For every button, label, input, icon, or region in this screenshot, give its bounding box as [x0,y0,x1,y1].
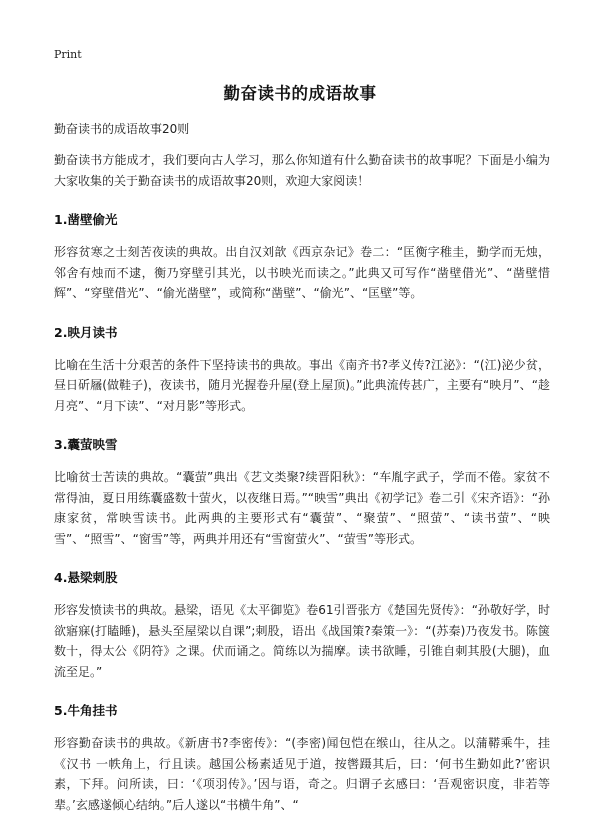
section-heading: 3.囊萤映雪 [54,437,118,452]
page-title: 勤奋读书的成语故事 [223,84,377,103]
page-subtitle: 勤奋读书的成语故事20则 [54,122,190,136]
section-paragraph: 比喻在生活十分艰苦的条件下坚持读书的典故。事出《南齐书?孝义传?江泌》：“(江)泌少贫，昼日斫屩(做鞋子)，夜读书，随月光握卷升屋(登上屋顶)。”此典流传甚广，主要有“映月”、“趁月亮”、“月下读”、“对月影”等形式。 [54,357,550,413]
article-body [54,150,550,828]
intro-paragraph: 勤奋读书方能成才，我们要向古人学习，那么你知道有什么勤奋读书的故事呢？下面是小编为大家收集的关于勤奋读书的成语故事20则，欢迎大家阅读！ [54,153,550,188]
section-heading: 2.映月读书 [54,324,118,340]
section-heading: 1.凿壁偷光 [54,212,118,227]
section-paragraph: 形容勤奋读书的典故。《新唐书?李密传》：“(李密)闻包恺在缑山，往从之。以蒲鞯乘牛，挂《汉书 一帙角上，行且读。越国公杨素适见于道，按辔蹑其后，曰：‘何书生勤如此?’密识素，下拜。问所读，曰：‘《项羽传》。’因与语，奇之。归谓子玄感曰：‘吾观密识度，非若等辈。’玄感遂倾心结纳。”后人遂以“书横牛角”、“ [54,736,550,812]
print-link[interactable]: Print [54,48,82,61]
section-heading: 5.牛角挂书 [54,703,118,718]
section-paragraph: 形容发愤读书的典故。悬梁，语见《太平御览》卷61引晋张方《楚国先贤传》：“孙敬好学，时欲寤寐(打瞌睡)，悬头至屋梁以自课”;刺股，语出《战国策?秦策一》：“(苏秦)乃夜发书。陈箧数十，得太公《阴符》之课。伏而诵之。简练以为揣摩。读书欲睡，引锥自刺其股(大腿)，血流至足。” [54,603,550,679]
section-heading: 4.悬梁刺股 [54,570,118,585]
section-paragraph: 形容贫寒之士刻苦夜读的典故。出自汉刘歆《西京杂记》卷二：“匡衡字稚圭，勤学而无烛，邻舍有烛而不逮，衡乃穿壁引其光，以书映光而读之。”此典又可写作“凿壁借光”、“凿壁惜辉”、“穿壁借光”、“偷光凿壁”，或简称“凿壁”、“偷光”、“匡壁”等。 [54,245,550,300]
section-paragraph: 比喻贫士苦读的典故。“囊萤”典出《艺文类聚?续晋阳秋》：“车胤字武子，学而不倦。家贫不常得油，夏日用练囊盛数十萤火，以夜继日焉。”“映雪”典出《初学记》卷二引《宋齐语》：“孙康家贫，常映雪读书。此两典的主要形式有“囊萤”、“聚萤”、“照萤”、“读书萤”、“映雪”、“照雪”、“窗雪”等，两典并用还有“雪窗萤火”、“萤雪”等形式。 [54,470,550,546]
